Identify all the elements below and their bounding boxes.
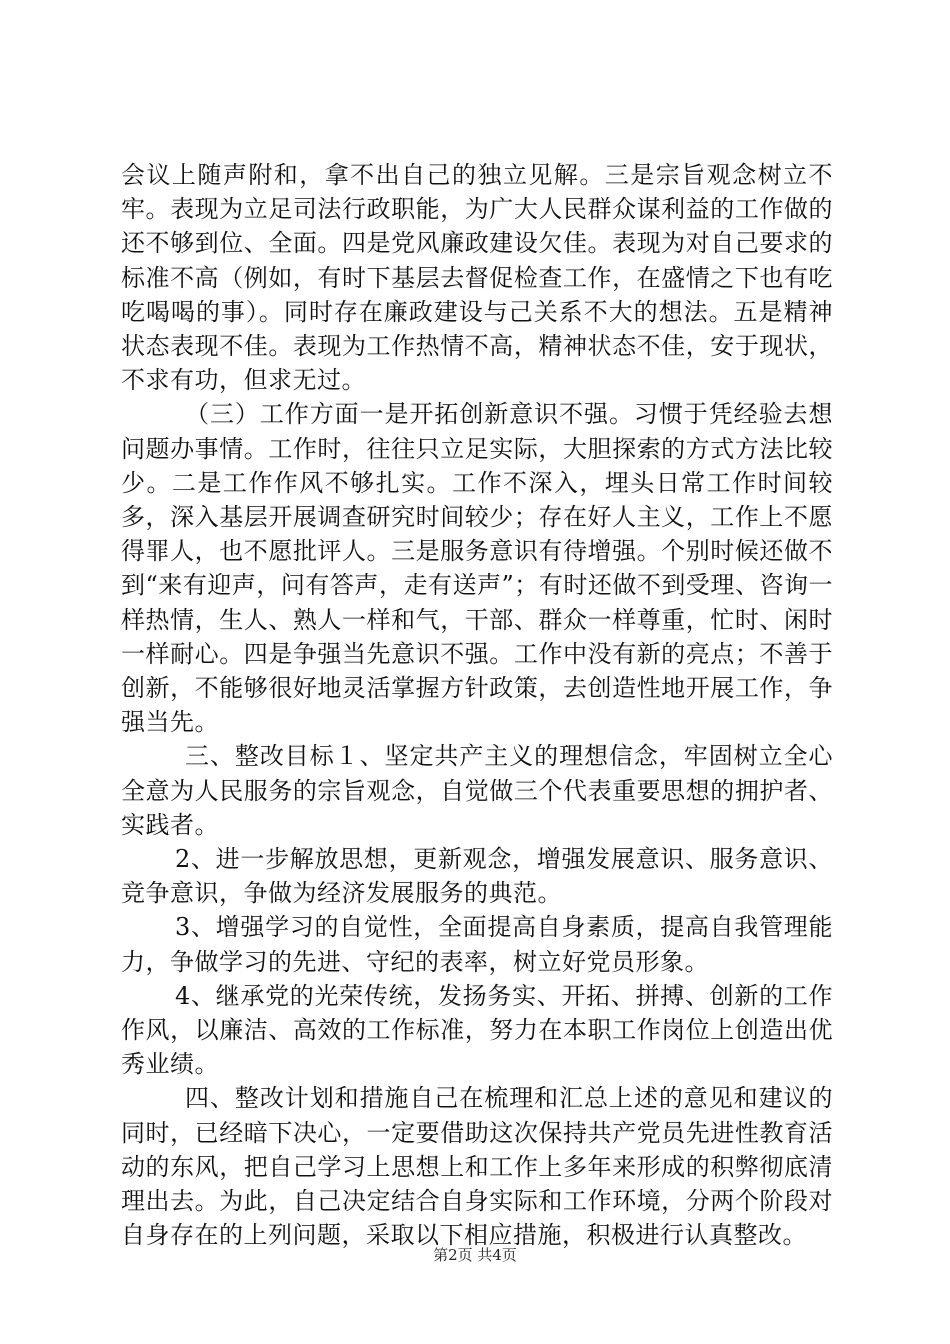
paragraph-rectification-plan: 四、整改计划和措施自己在梳理和汇总上述的意见和建议的同时，已经暗下决心，一定要借助这次保持共产党员先进性教育活动的东风，把自己学习上思想上和工作上多年来形成的积弊彻底清理出去。为此，自己决定结合自身实际和工作环境，分两个阶段对自身存在的上列问题，采取以下相应措施，积极进行认真整改。	[121, 1084, 833, 1250]
paragraph-goal-3: 3、增强学习的自觉性，全面提高自身素质，提高自我管理能力，争做学习的先进、守纪的表率，树立好党员形象。	[121, 913, 833, 976]
page-number-footer: 第2页 共4页	[433, 1246, 517, 1264]
paragraph-rectification-goals: 三、整改目标１、坚定共产主义的理想信念，牢固树立全心全意为人民服务的宗旨观念，自觉做三个代表重要思想的拥护者、实践者。	[121, 742, 833, 839]
document-body	[121, 158, 833, 1253]
paragraph-work-aspects: （三）工作方面一是开拓创新意识不强。习惯于凭经验去想问题办事情。工作时，往往只立足实际，大胆探索的方式方法比较少。二是工作作风不够扎实。工作不深入，埋头日常工作时间较多，深入基层开展调查研究时间较少；存在好人主义，工作上不愿得罪人，也不愿批评人。三是服务意识有待增强。个别时候还做不到“来有迎声，问有答声，走有送声”；有时还做不到受理、咨询一样热情，生人、熟人一样和气，干部、群众一样尊重，忙时、闲时一样耐心。四是争强当先意识不强。工作中没有新的亮点；不善于创新，不能够很好地灵活掌握方针政策，去创造性地开展工作，争强当先。	[121, 400, 833, 737]
paragraph-spirit-state: 会议上随声附和，拿不出自己的独立见解。三是宗旨观念树立不牢。表现为立足司法行政职能，为广大人民群众谋利益的工作做的还不够到位、全面。四是党风廉政建设欠佳。表现为对自己要求的标准不高（例如，有时下基层去督促检查工作，在盛情之下也有吃吃喝喝的事）。同时存在廉政建设与己关系不大的想法。五是精神状态表现不佳。表现为工作热情不高，精神状态不佳，安于现状，不求有功，但求无过。	[121, 161, 833, 395]
paragraph-goal-2: 2、进一步解放思想，更新观念，增强发展意识、服务意识、竞争意识，争做为经济发展服务的典范。	[121, 845, 833, 908]
paragraph-goal-4: 4、继承党的光荣传统，发扬务实、开拓、拼搏、创新的工作作风，以廉洁、高效的工作标准，努力在本职工作岗位上创造出优秀业绩。	[121, 981, 833, 1079]
